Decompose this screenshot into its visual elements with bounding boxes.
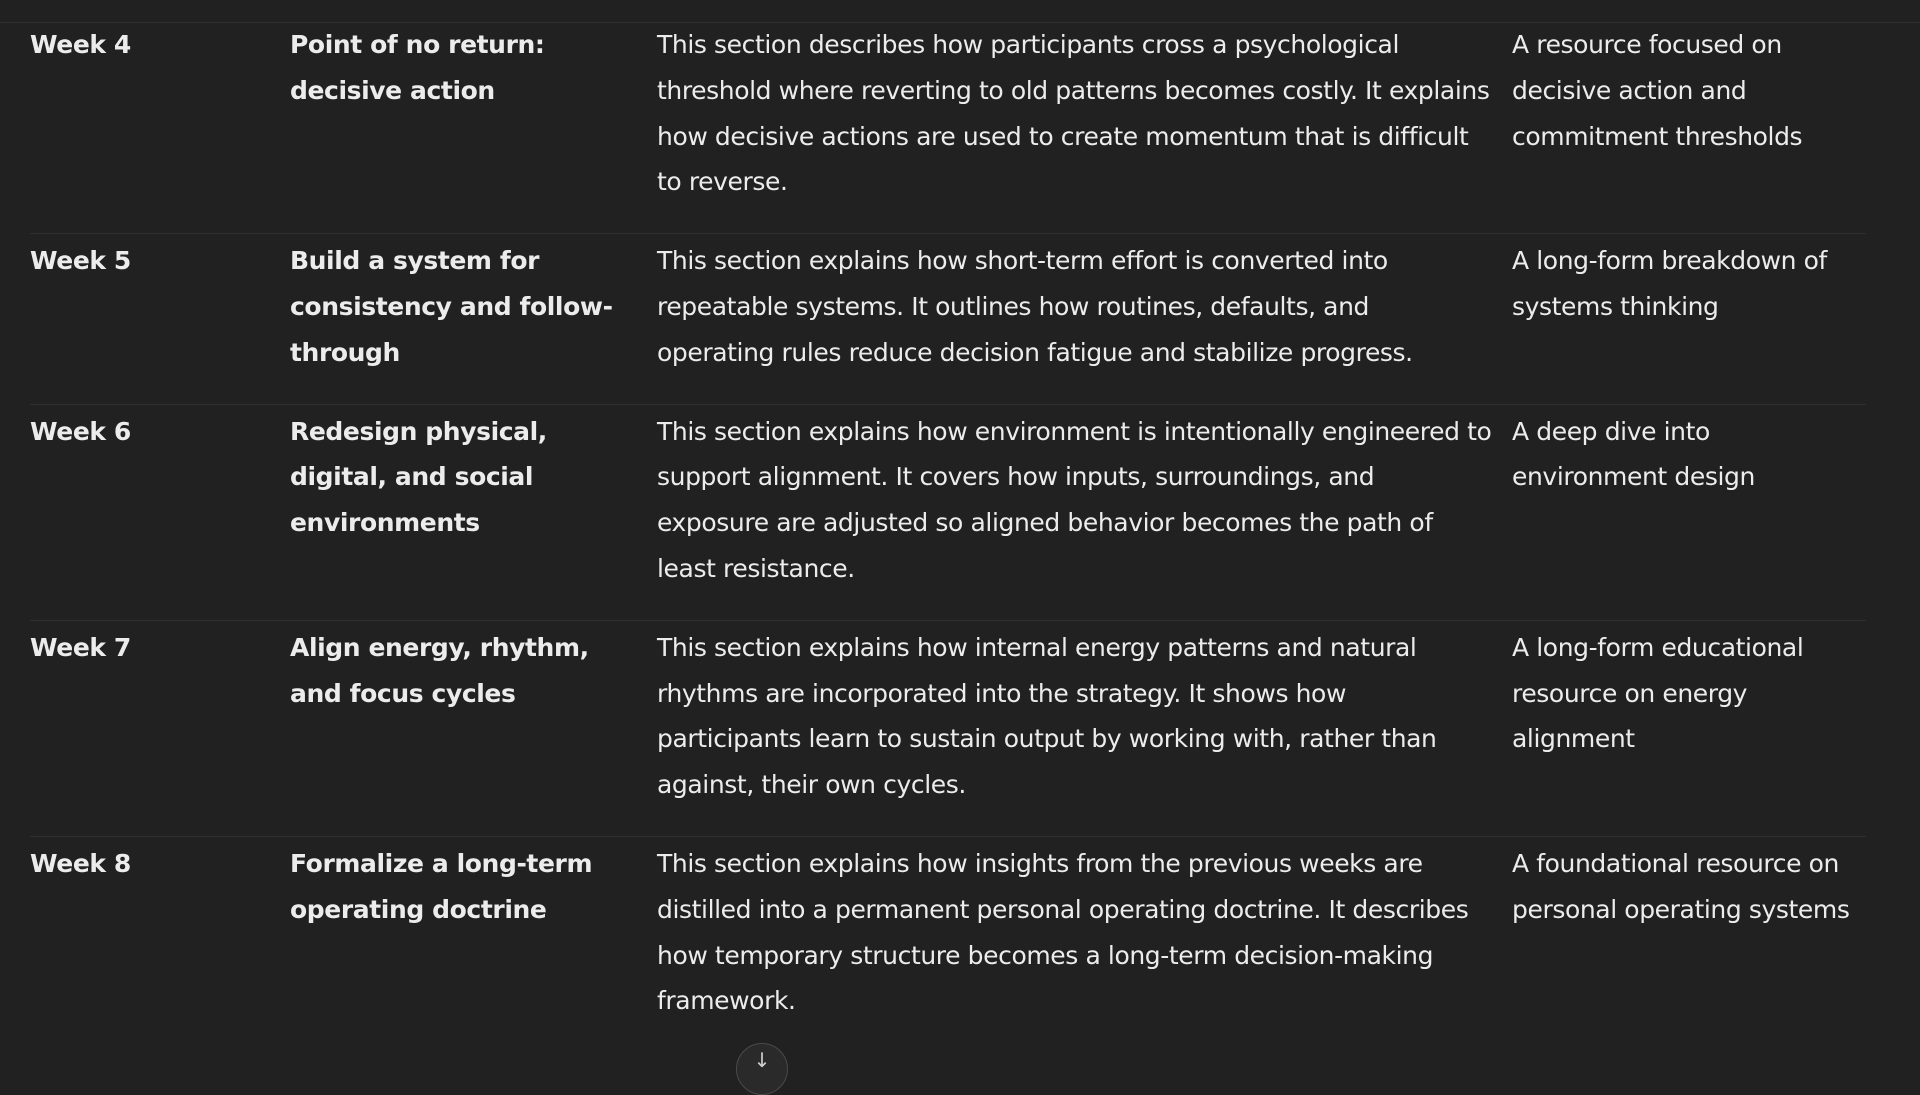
- table-row: [30, 234, 1866, 404]
- schedule-table: [30, 22, 1866, 1052]
- topic-cell: Point of no return: decisive action: [290, 30, 545, 105]
- top-bar: [0, 0, 1920, 23]
- resource-cell: A foundational resource on personal operating systems: [1512, 848, 1850, 924]
- topic-cell: Align energy, rhythm, and focus cycles: [290, 632, 589, 708]
- description-cell: This section explains how insights from the previous weeks are distilled into a permanent personal operating doctrine. It describes how temporary structure becomes a long-term decision-making framework.: [657, 848, 1469, 1016]
- resource-cell: A deep dive into environment design: [1512, 416, 1755, 492]
- week-cell: Week 8: [30, 848, 131, 878]
- topic-cell: Formalize a long-term operating doctrine: [290, 848, 593, 924]
- topic-cell: Build a system for consistency and follow-through: [290, 246, 613, 367]
- week-cell: Week 5: [30, 246, 131, 276]
- table-row: [30, 837, 1866, 1052]
- description-cell: This section describes how participants cross a psychological threshold where reverting to old patterns becomes costly. It explains how decisive actions are used to create momentum that is difficult to reverse.: [657, 30, 1490, 197]
- resource-cell: A resource focused on decisive action and commitment thresholds: [1512, 30, 1803, 151]
- resource-cell: A long-form educational resource on energy alignment: [1512, 632, 1804, 754]
- table-row: [30, 621, 1866, 837]
- arrow-down-icon: ↓: [753, 1048, 771, 1072]
- topic-cell: Redesign physical, digital, and social environments: [290, 416, 547, 538]
- scroll-to-bottom-button[interactable]: [736, 1043, 788, 1095]
- table-row: [30, 405, 1866, 621]
- week-cell: Week 4: [30, 30, 131, 59]
- description-cell: This section explains how internal energy patterns and natural rhythms are incorporated into the strategy. It shows how participants learn to sustain output by working with, rather than against, their own cycles.: [657, 632, 1437, 800]
- week-cell: Week 7: [30, 632, 131, 662]
- description-cell: This section explains how short-term effort is converted into repeatable systems. It outlines how routines, defaults, and operating rules reduce decision fatigue and stabilize progress.: [657, 246, 1413, 367]
- week-cell: Week 6: [30, 416, 131, 446]
- resource-cell: A long-form breakdown of systems thinking: [1512, 246, 1827, 321]
- description-cell: This section explains how environment is intentionally engineered to support alignment. It covers how inputs, surroundings, and exposure are adjusted so aligned behavior becomes the path of least resistance.: [657, 416, 1492, 583]
- table-row: [30, 22, 1866, 234]
